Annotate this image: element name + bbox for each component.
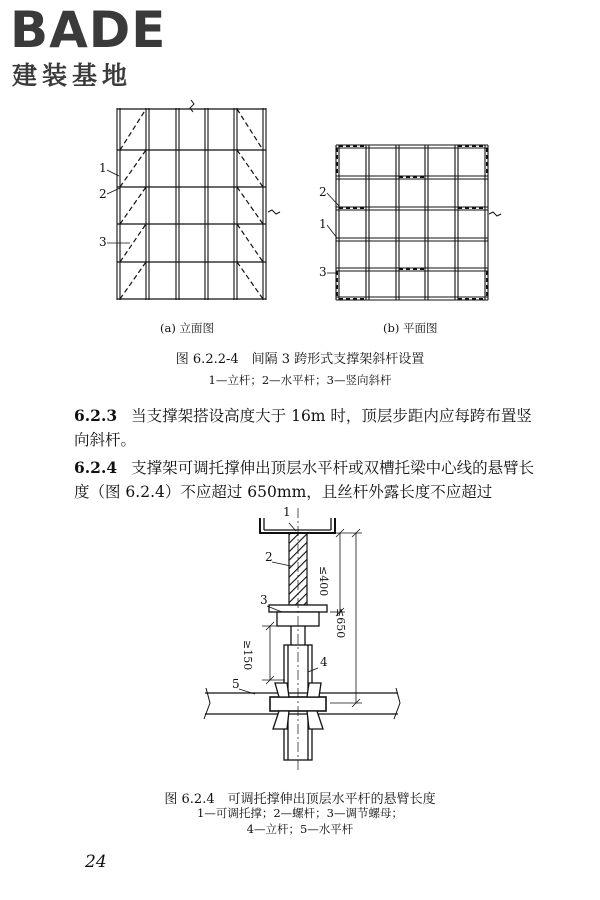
figure-legend-624-line1: 1—可调托撑；2—螺杆；3—调节螺母； [197, 806, 403, 820]
figure-legend-624-line2: 4—立杆；5—水平杆 [246, 822, 354, 836]
elevation-drawing [107, 100, 280, 300]
section-623 [74, 404, 544, 452]
callout-624-2: 2 [265, 550, 273, 564]
callout-624-3: 3 [260, 593, 268, 607]
callout-b-3: 3 [319, 265, 327, 279]
callout-a-1: 1 [99, 161, 107, 175]
callout-b-1: 1 [319, 217, 327, 231]
section-number: 6.2.3 [74, 406, 118, 425]
dim-150: ≥150 [241, 640, 254, 671]
figure-a-label: (a) 立面图 [160, 321, 214, 335]
logo-wordmark: BADE [10, 1, 167, 59]
section-number: 6.2.4 [74, 458, 118, 477]
dim-650: ≤650 [334, 608, 347, 639]
callout-624-5: 5 [232, 677, 240, 691]
figure-legend-6224: 1—立杆；2—水平杆；3—竖向斜杆 [208, 373, 392, 387]
callout-b-2: 2 [319, 185, 327, 199]
callout-a-3: 3 [99, 235, 107, 249]
section-624 [74, 456, 544, 504]
figure-b-label: (b) 平面图 [383, 321, 438, 335]
section-text: 支撑架可调托撑伸出顶层水平杆或双槽托梁中心线的悬臂长度（图 6.2.4）不应超过 650mm，且丝杆外露长度不应超过 [74, 459, 535, 501]
callout-624-4: 4 [320, 655, 328, 669]
callout-a-2: 2 [99, 187, 107, 201]
figure-caption-6224: 图 6.2.2-4 间隔 3 跨形式支撑架斜杆设置 [175, 352, 425, 367]
callout-624-1: 1 [283, 505, 291, 519]
plan-drawing [327, 145, 501, 300]
logo-subtitle: 建装基地 [12, 61, 133, 90]
dim-400: ≤400 [317, 566, 330, 597]
figure-caption-624: 图 6.2.4 可调托撑伸出顶层水平杆的悬臂长度 [164, 792, 436, 807]
adjustable-support-drawing [204, 508, 400, 772]
page-number: 24 [85, 852, 107, 872]
section-text: 当支撑架搭设高度大于 16m 时，顶层步距内应每跨布置竖向斜杆。 [74, 407, 532, 449]
